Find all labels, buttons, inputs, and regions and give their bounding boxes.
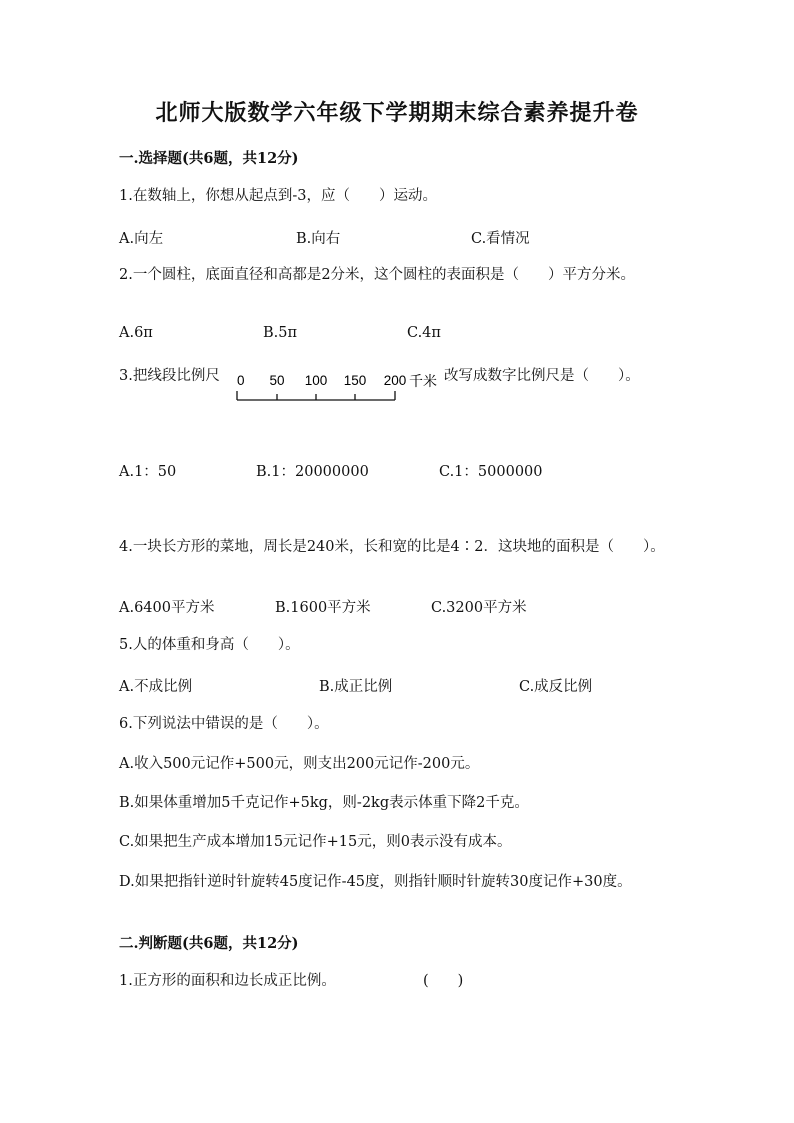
q1-option-c: C.看情况 xyxy=(471,231,530,247)
question-4-text: 4.一块长方形的菜地，周长是240米，长和宽的比是4∶2．这块地的面积是（ ）。 xyxy=(119,539,665,555)
q5-option-c: C.成反比例 xyxy=(519,679,593,695)
scale-tick-label-150: 150 xyxy=(343,373,367,388)
question-5-text: 5.人的体重和身高（ ）。 xyxy=(119,637,300,653)
q2-option-b: B.5π xyxy=(263,325,298,341)
question-3-text-before: 3.把线段比例尺 xyxy=(119,368,220,384)
q4-option-b: B.1600平方米 xyxy=(275,600,371,616)
q1-option-a: A.向左 xyxy=(119,231,164,247)
page-title: 北师大版数学六年级下学期期末综合素养提升卷 xyxy=(155,100,639,126)
q4-option-a: A.6400平方米 xyxy=(119,600,215,616)
q5-option-a: A.不成比例 xyxy=(119,679,193,695)
q3-option-c: C.1：5000000 xyxy=(439,464,543,480)
q6-option-d: D.如果把指针逆时针旋转45度记作-45度，则指针顺时针旋转30度记作+30度。 xyxy=(119,874,632,890)
section-heading-judgement: 二.判断题(共6题，共12分) xyxy=(119,935,299,952)
scale-unit: 千米 xyxy=(409,374,437,390)
q6-option-a: A.收入500元记作+500元，则支出200元记作-200元。 xyxy=(119,756,480,772)
q1-option-b: B.向右 xyxy=(296,231,341,247)
q3-option-a: A.1：50 xyxy=(119,464,177,480)
scale-tick-label-100: 100 xyxy=(304,373,328,388)
q3-option-b: B.1：20000000 xyxy=(256,464,369,480)
question-1-text: 1.在数轴上，你想从起点到-3，应（ ）运动。 xyxy=(119,188,437,204)
judgement-question-1-text: 1.正方形的面积和边长成正比例。 xyxy=(119,973,336,989)
scale-tick-label-50: 50 xyxy=(269,373,285,388)
question-6-text: 6.下列说法中错误的是（ ）。 xyxy=(119,716,329,732)
scale-tick-label-0: 0 xyxy=(237,373,245,388)
q2-option-a: A.6π xyxy=(119,325,153,341)
question-3-text-after: 改写成数字比例尺是（ ）。 xyxy=(444,368,640,384)
question-2-text: 2.一个圆柱，底面直径和高都是2分米，这个圆柱的表面积是（ ）平方分米。 xyxy=(119,267,636,283)
q4-option-c: C.3200平方米 xyxy=(431,600,527,616)
q6-option-b: B.如果体重增加5千克记作+5kg，则-2kg表示体重下降2千克。 xyxy=(119,795,529,811)
q6-option-c: C.如果把生产成本增加15元记作+15元，则0表示没有成本。 xyxy=(119,834,512,850)
judgement-question-1-blank: ( ) xyxy=(423,973,464,989)
q2-option-c: C.4π xyxy=(407,325,441,341)
q5-option-b: B.成正比例 xyxy=(319,679,393,695)
scale-tick-label-200: 200 xyxy=(383,373,407,388)
line-segment-scale xyxy=(233,371,443,405)
section-heading-choice: 一.选择题(共6题，共12分) xyxy=(119,150,299,167)
